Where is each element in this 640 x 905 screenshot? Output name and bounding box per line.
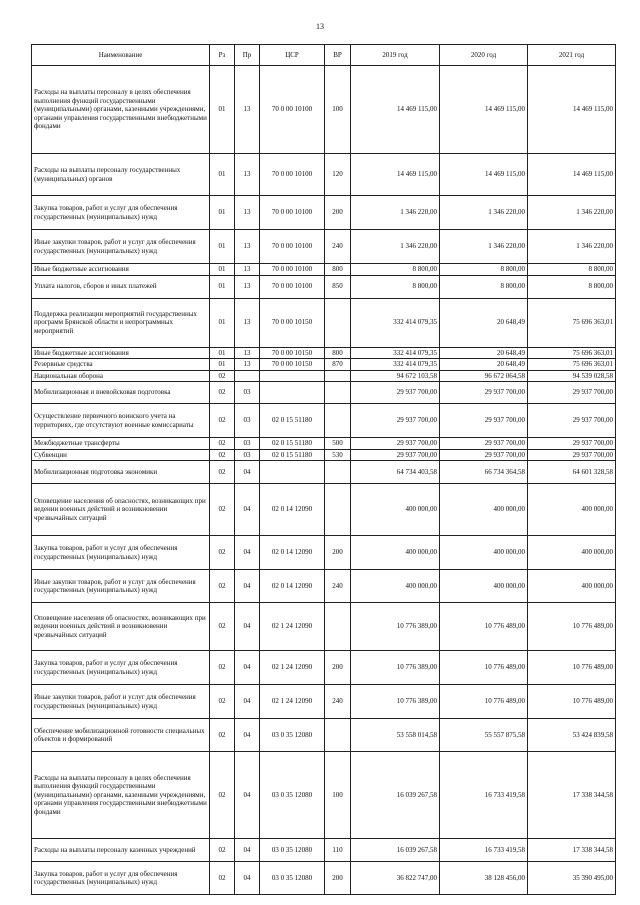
- row-2020: 400 000,00: [440, 536, 528, 570]
- row-pr: 04: [235, 719, 260, 752]
- row-name: Национальная оборона: [32, 370, 210, 382]
- page-number: 13: [316, 22, 324, 31]
- row-2020: 96 672 064,58: [440, 370, 528, 382]
- row-rz: 01: [210, 264, 235, 276]
- row-2019: 332 414 079,35: [351, 359, 440, 371]
- row-pr: 04: [235, 603, 260, 651]
- row-rz: 02: [210, 862, 235, 895]
- row-name: Иные бюджетные ассигнования: [32, 264, 210, 276]
- row-rz: 02: [210, 603, 235, 651]
- row-csr: [260, 461, 325, 484]
- table-row: [32, 685, 616, 719]
- row-vr: 200: [325, 536, 351, 570]
- row-2019: 29 937 700,00: [351, 449, 440, 461]
- row-2020: 29 937 700,00: [440, 438, 528, 450]
- table-row: [32, 752, 616, 839]
- row-2020: 20 648,49: [440, 359, 528, 371]
- row-name: Расходы на выплаты персоналу государственных (муниципальных) органов: [32, 154, 210, 196]
- row-csr: 02 1 24 12090: [260, 651, 325, 685]
- row-name: Расходы на выплаты персоналу в целях обеспечения выполнения функций государственными (муниципальными) органами, казенными учреждениями, органами управления государственными внебюджетными фондами: [32, 66, 210, 154]
- table-row: [32, 264, 616, 276]
- row-csr: 03 0 35 12080: [260, 839, 325, 862]
- row-csr: 03 0 35 12080: [260, 719, 325, 752]
- row-2020: 29 937 700,00: [440, 449, 528, 461]
- row-csr: 02 0 15 51180: [260, 438, 325, 450]
- table-row: [32, 347, 616, 359]
- table-row: [32, 484, 616, 536]
- table-row: [32, 862, 616, 895]
- row-vr: 500: [325, 438, 351, 450]
- row-csr: 02 0 15 51180: [260, 404, 325, 438]
- row-2021: 8 800,00: [528, 275, 616, 298]
- row-vr: 850: [325, 275, 351, 298]
- row-pr: 13: [235, 154, 260, 196]
- row-pr: 04: [235, 536, 260, 570]
- header-csr: ЦСР: [260, 45, 325, 66]
- row-2019: 14 469 115,00: [351, 66, 440, 154]
- table-row: [32, 651, 616, 685]
- row-csr: [260, 370, 325, 382]
- row-rz: 02: [210, 685, 235, 719]
- row-2019: 400 000,00: [351, 570, 440, 603]
- row-rz: 01: [210, 298, 235, 347]
- row-2020: 29 937 700,00: [440, 382, 528, 404]
- row-vr: 240: [325, 685, 351, 719]
- row-2021: 75 696 363,01: [528, 347, 616, 359]
- row-2021: 1 346 220,00: [528, 196, 616, 230]
- row-2020: 38 128 456,00: [440, 862, 528, 895]
- table-row: [32, 449, 616, 461]
- row-2020: 29 937 700,00: [440, 404, 528, 438]
- row-2020: 1 346 220,00: [440, 196, 528, 230]
- row-rz: 02: [210, 839, 235, 862]
- row-pr: 03: [235, 382, 260, 404]
- row-pr: 04: [235, 651, 260, 685]
- row-2021: 400 000,00: [528, 484, 616, 536]
- row-2020: 8 800,00: [440, 275, 528, 298]
- row-pr: 03: [235, 404, 260, 438]
- row-csr: 70 0 00 10100: [260, 154, 325, 196]
- row-vr: [325, 719, 351, 752]
- row-rz: 02: [210, 484, 235, 536]
- row-vr: 240: [325, 570, 351, 603]
- row-vr: 800: [325, 264, 351, 276]
- row-vr: 870: [325, 359, 351, 371]
- row-vr: 100: [325, 66, 351, 154]
- row-name: Поддержка реализации мероприятий государственных программ Брянской области и непрограммных мероприятий: [32, 298, 210, 347]
- row-rz: 02: [210, 719, 235, 752]
- table-row: [32, 839, 616, 862]
- row-2019: 10 776 389,00: [351, 651, 440, 685]
- row-2020: 10 776 489,00: [440, 651, 528, 685]
- row-2021: 94 539 028,58: [528, 370, 616, 382]
- header-name: Наименование: [32, 45, 210, 66]
- row-2021: 14 469 115,00: [528, 66, 616, 154]
- row-name: Закупка товаров, работ и услуг для обеспечения государственных (муниципальных) нужд: [32, 651, 210, 685]
- row-2021: 75 696 363,01: [528, 359, 616, 371]
- row-2019: 94 672 103,58: [351, 370, 440, 382]
- header-row: [32, 45, 616, 66]
- row-2021: 10 776 489,00: [528, 651, 616, 685]
- row-vr: 200: [325, 651, 351, 685]
- row-pr: 13: [235, 359, 260, 371]
- row-name: Закупка товаров, работ и услуг для обеспечения государственных (муниципальных) нужд: [32, 862, 210, 895]
- row-2019: 64 734 403,58: [351, 461, 440, 484]
- row-name: Оповещение населения об опасностях, возникающих при ведении военных действий и возникновении чрезвычайных ситуаций: [32, 603, 210, 651]
- row-csr: 03 0 35 12080: [260, 752, 325, 839]
- table-row: [32, 275, 616, 298]
- row-2021: 29 937 700,00: [528, 438, 616, 450]
- row-rz: 02: [210, 536, 235, 570]
- row-2019: 29 937 700,00: [351, 404, 440, 438]
- row-2019: 400 000,00: [351, 536, 440, 570]
- row-2020: 10 776 489,00: [440, 685, 528, 719]
- row-pr: 04: [235, 839, 260, 862]
- row-csr: 02 1 24 12090: [260, 685, 325, 719]
- row-rz: 01: [210, 66, 235, 154]
- row-name: Иные закупки товаров, работ и услуг для обеспечения государственных (муниципальных) нужд: [32, 685, 210, 719]
- row-rz: 02: [210, 370, 235, 382]
- table-row: [32, 66, 616, 154]
- row-vr: 200: [325, 862, 351, 895]
- row-name: Осуществление первичного воинского учета на территориях, где отсутствуют военные комиссариаты: [32, 404, 210, 438]
- table-row: [32, 230, 616, 264]
- row-2019: 332 414 079,35: [351, 347, 440, 359]
- row-vr: [325, 484, 351, 536]
- row-rz: 02: [210, 404, 235, 438]
- row-2019: 14 469 115,00: [351, 154, 440, 196]
- row-pr: [235, 370, 260, 382]
- row-2019: 10 776 389,00: [351, 685, 440, 719]
- row-name: Межбюджетные трансферты: [32, 438, 210, 450]
- row-name: Расходы на выплаты персоналу в целях обеспечения выполнения функций государственными (муниципальными) органами, казенными учреждениями, органами управления государственными внебюджетными фондами: [32, 752, 210, 839]
- table-row: [32, 298, 616, 347]
- row-pr: 13: [235, 264, 260, 276]
- row-2020: 400 000,00: [440, 484, 528, 536]
- row-csr: 70 0 00 10150: [260, 347, 325, 359]
- row-pr: 04: [235, 461, 260, 484]
- row-csr: 02 0 15 51180: [260, 449, 325, 461]
- row-rz: 01: [210, 275, 235, 298]
- row-csr: 70 0 00 10100: [260, 66, 325, 154]
- row-2021: 400 000,00: [528, 536, 616, 570]
- row-rz: 02: [210, 651, 235, 685]
- row-name: Иные бюджетные ассигнования: [32, 347, 210, 359]
- table-body: [32, 66, 616, 895]
- row-2021: 17 338 344,58: [528, 839, 616, 862]
- row-vr: [325, 603, 351, 651]
- row-pr: 04: [235, 685, 260, 719]
- row-2021: 17 338 344,58: [528, 752, 616, 839]
- row-2021: 29 937 700,00: [528, 404, 616, 438]
- row-pr: 04: [235, 752, 260, 839]
- row-2019: 10 776 389,00: [351, 603, 440, 651]
- row-pr: 13: [235, 275, 260, 298]
- row-2019: 29 937 700,00: [351, 438, 440, 450]
- table-row: [32, 536, 616, 570]
- row-vr: 200: [325, 196, 351, 230]
- header-2020: 2020 год: [440, 45, 528, 66]
- table-row: [32, 370, 616, 382]
- row-vr: [325, 404, 351, 438]
- table-row: [32, 461, 616, 484]
- row-csr: 70 0 00 10100: [260, 196, 325, 230]
- row-rz: 01: [210, 347, 235, 359]
- row-2021: 400 000,00: [528, 570, 616, 603]
- row-name: Иные закупки товаров, работ и услуг для обеспечения государственных (муниципальных) нужд: [32, 230, 210, 264]
- row-2020: 1 346 220,00: [440, 230, 528, 264]
- row-2020: 20 648,49: [440, 298, 528, 347]
- row-csr: 02 0 14 12090: [260, 570, 325, 603]
- row-2021: 29 937 700,00: [528, 449, 616, 461]
- row-2019: 16 039 267,58: [351, 839, 440, 862]
- row-vr: 120: [325, 154, 351, 196]
- row-2020: 400 000,00: [440, 570, 528, 603]
- table-row: [32, 196, 616, 230]
- row-rz: 02: [210, 438, 235, 450]
- row-2021: 14 469 115,00: [528, 154, 616, 196]
- row-2021: 35 390 495,00: [528, 862, 616, 895]
- row-rz: 01: [210, 196, 235, 230]
- row-name: Резервные средства: [32, 359, 210, 371]
- row-rz: 01: [210, 154, 235, 196]
- row-2021: 8 800,00: [528, 264, 616, 276]
- row-pr: 13: [235, 196, 260, 230]
- row-csr: 70 0 00 10100: [260, 264, 325, 276]
- row-2019: 332 414 079,35: [351, 298, 440, 347]
- row-pr: 03: [235, 449, 260, 461]
- table-row: [32, 570, 616, 603]
- row-csr: 70 0 00 10150: [260, 298, 325, 347]
- row-2019: 53 558 014,58: [351, 719, 440, 752]
- row-name: Мобилизационная подготовка экономики: [32, 461, 210, 484]
- row-2021: 53 424 839,58: [528, 719, 616, 752]
- row-pr: 04: [235, 862, 260, 895]
- row-2021: 1 346 220,00: [528, 230, 616, 264]
- row-name: Мобилизационная и вневойсковая подготовка: [32, 382, 210, 404]
- row-csr: 70 0 00 10100: [260, 275, 325, 298]
- row-2019: 1 346 220,00: [351, 230, 440, 264]
- row-2019: 8 800,00: [351, 275, 440, 298]
- row-name: Иные закупки товаров, работ и услуг для обеспечения государственных (муниципальных) нужд: [32, 570, 210, 603]
- header-pr: Пр: [235, 45, 260, 66]
- row-2019: 16 039 267,58: [351, 752, 440, 839]
- row-rz: 02: [210, 752, 235, 839]
- row-2020: 14 469 115,00: [440, 66, 528, 154]
- row-csr: 70 0 00 10150: [260, 359, 325, 371]
- row-csr: 03 0 35 12080: [260, 862, 325, 895]
- row-2020: 14 469 115,00: [440, 154, 528, 196]
- row-2021: 64 601 328,58: [528, 461, 616, 484]
- row-2019: 400 000,00: [351, 484, 440, 536]
- row-csr: 02 1 24 12090: [260, 603, 325, 651]
- table-row: [32, 382, 616, 404]
- row-pr: 04: [235, 570, 260, 603]
- row-vr: 110: [325, 839, 351, 862]
- header-vr: ВР: [325, 45, 351, 66]
- row-vr: 240: [325, 230, 351, 264]
- header-2019: 2019 год: [351, 45, 440, 66]
- row-2019: 8 800,00: [351, 264, 440, 276]
- row-csr: 02 0 14 12090: [260, 484, 325, 536]
- row-csr: [260, 382, 325, 404]
- row-rz: 02: [210, 461, 235, 484]
- row-vr: [325, 382, 351, 404]
- row-vr: 800: [325, 347, 351, 359]
- header-2021: 2021 год: [528, 45, 616, 66]
- row-2020: 55 557 875,58: [440, 719, 528, 752]
- row-2020: 10 776 489,00: [440, 603, 528, 651]
- row-2019: 29 937 700,00: [351, 382, 440, 404]
- row-rz: 02: [210, 382, 235, 404]
- table-row: [32, 404, 616, 438]
- row-pr: 03: [235, 438, 260, 450]
- row-rz: 01: [210, 359, 235, 371]
- row-rz: 02: [210, 570, 235, 603]
- row-2021: 10 776 489,00: [528, 603, 616, 651]
- row-pr: 04: [235, 484, 260, 536]
- row-name: Уплата налогов, сборов и иных платежей: [32, 275, 210, 298]
- budget-table: [31, 44, 616, 895]
- table-row: [32, 603, 616, 651]
- row-pr: 13: [235, 298, 260, 347]
- row-pr: 13: [235, 230, 260, 264]
- row-name: Субвенции: [32, 449, 210, 461]
- row-2019: 36 822 747,00: [351, 862, 440, 895]
- row-2021: 75 696 363,01: [528, 298, 616, 347]
- row-csr: 70 0 00 10100: [260, 230, 325, 264]
- row-vr: [325, 298, 351, 347]
- row-csr: 02 0 14 12090: [260, 536, 325, 570]
- row-vr: [325, 370, 351, 382]
- row-pr: 13: [235, 66, 260, 154]
- row-rz: 01: [210, 230, 235, 264]
- header-rz: Рз: [210, 45, 235, 66]
- row-2019: 1 346 220,00: [351, 196, 440, 230]
- row-name: Закупка товаров, работ и услуг для обеспечения государственных (муниципальных) нужд: [32, 196, 210, 230]
- row-2020: 20 648,49: [440, 347, 528, 359]
- row-name: Закупка товаров, работ и услуг для обеспечения государственных (муниципальных) нужд: [32, 536, 210, 570]
- table-row: [32, 438, 616, 450]
- table-row: [32, 359, 616, 371]
- row-name: Обеспечение мобилизационной готовности специальных объектов и формирований: [32, 719, 210, 752]
- row-2021: 10 776 489,00: [528, 685, 616, 719]
- row-2020: 16 733 419,58: [440, 752, 528, 839]
- row-vr: [325, 461, 351, 484]
- row-vr: 530: [325, 449, 351, 461]
- table-row: [32, 154, 616, 196]
- row-name: Расходы на выплаты персоналу казенных учреждений: [32, 839, 210, 862]
- row-name: Оповещение населения об опасностях, возникающих при ведении военных действий и возникновении чрезвычайных ситуаций: [32, 484, 210, 536]
- row-2020: 66 734 364,58: [440, 461, 528, 484]
- row-2021: 29 937 700,00: [528, 382, 616, 404]
- row-rz: 02: [210, 449, 235, 461]
- row-vr: 100: [325, 752, 351, 839]
- table-row: [32, 719, 616, 752]
- row-pr: 13: [235, 347, 260, 359]
- row-2020: 16 733 419,58: [440, 839, 528, 862]
- row-2020: 8 800,00: [440, 264, 528, 276]
